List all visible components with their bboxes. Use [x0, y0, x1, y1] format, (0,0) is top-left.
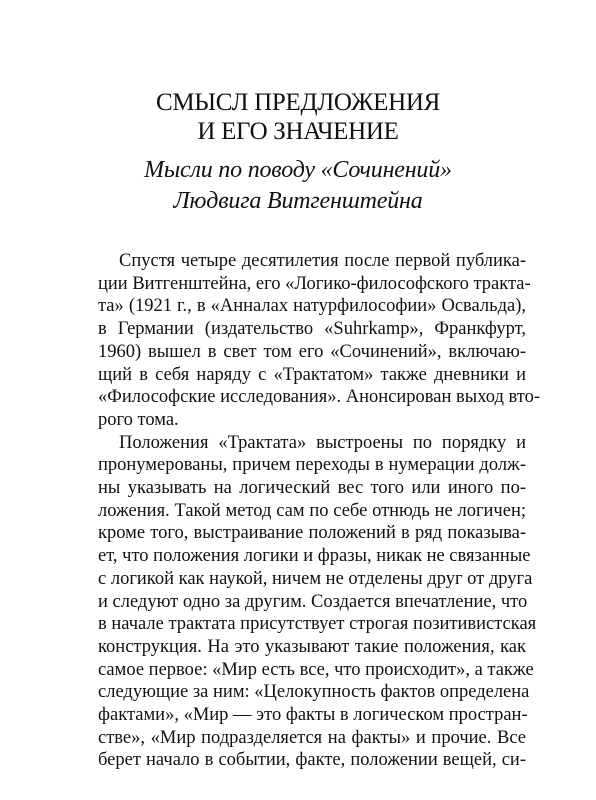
paragraph-2-line-3: ны указывать на логический вес того или иного по-: [98, 478, 526, 499]
paragraph-1-line-5: 1960) вышел в свет том его «Сочинений», включаю-: [98, 341, 526, 362]
paragraph-2: [98, 432, 537, 773]
paragraph-2-line-2: пронумерованы, причем переходы в нумерации долж-: [98, 455, 526, 476]
paragraph-2-line-14: стве», «Мир подразделяется на факты» и прочие. Все: [98, 727, 526, 748]
paragraph-2-line-6: ет, что положения логики и фразы, никак не связанные: [98, 546, 531, 567]
paragraph-1-line-6: щий в себя наряду с «Трактатом» также дневники и: [98, 364, 526, 385]
paragraph-1-line-4: в Германии (издательство «Suhrkamp», Франкфурт,: [98, 319, 526, 340]
paragraph-1-line-2: ции Витгенштейна, его «Логико-философского тракта-: [98, 273, 531, 294]
paragraph-1-line-3: та» (1921 г., в «Анналах натурфилософии» Освальда),: [98, 296, 526, 317]
page-title-line-2: И ЕГО ЗНАЧЕНИЕ: [197, 118, 399, 145]
subtitle-line-2: Людвига Витгенштейна: [173, 188, 423, 214]
paragraph-2-line-8: и следуют одно за другим. Создается впечатление, что: [98, 591, 528, 612]
body-text: [98, 250, 541, 772]
subtitle-line-1: Мысли по поводу «Сочинений»: [144, 157, 452, 183]
paragraph-2-line-10: конструкция. На это указывают такие положения, как: [98, 636, 526, 657]
page-title-line-1: СМЫСЛ ПРЕДЛОЖЕНИЯ: [156, 89, 440, 116]
paragraph-2-line-7: с логикой как наукой, ничем не отделены друг от друга: [98, 568, 533, 589]
paragraph-2-line-12: следующие за ним: «Целокупность фактов определена: [98, 682, 530, 703]
paragraph-2-line-9: в начале трактата присутствует строгая позитивистская: [98, 614, 537, 635]
paragraph-2-line-15: берет начало в событии, факте, положении вещей, си-: [98, 750, 526, 771]
paragraph-1-line-8: рого тома.: [98, 409, 179, 430]
paragraph-2-line-11: самое первое: «Мир есть все, что происходит», а также: [98, 659, 534, 680]
paragraph-2-line-1: Положения «Трактата» выстроены по порядку и: [119, 432, 526, 453]
paragraph-2-line-4: ложения. Такой метод сам по себе отнюдь не логичен;: [98, 500, 526, 521]
paragraph-2-line-13: фактами», «Мир — это факты в логическом простран-: [98, 705, 528, 726]
paragraph-1-line-7: «Философские исследования». Анонсирован выход вто-: [98, 387, 541, 408]
paragraph-1-line-1: Спустя четыре десятилетия после первой публика-: [119, 251, 526, 271]
paragraph-1: [98, 250, 541, 432]
paragraph-2-line-5: кроме того, выстраивание положений в ряд показыва-: [98, 523, 526, 544]
